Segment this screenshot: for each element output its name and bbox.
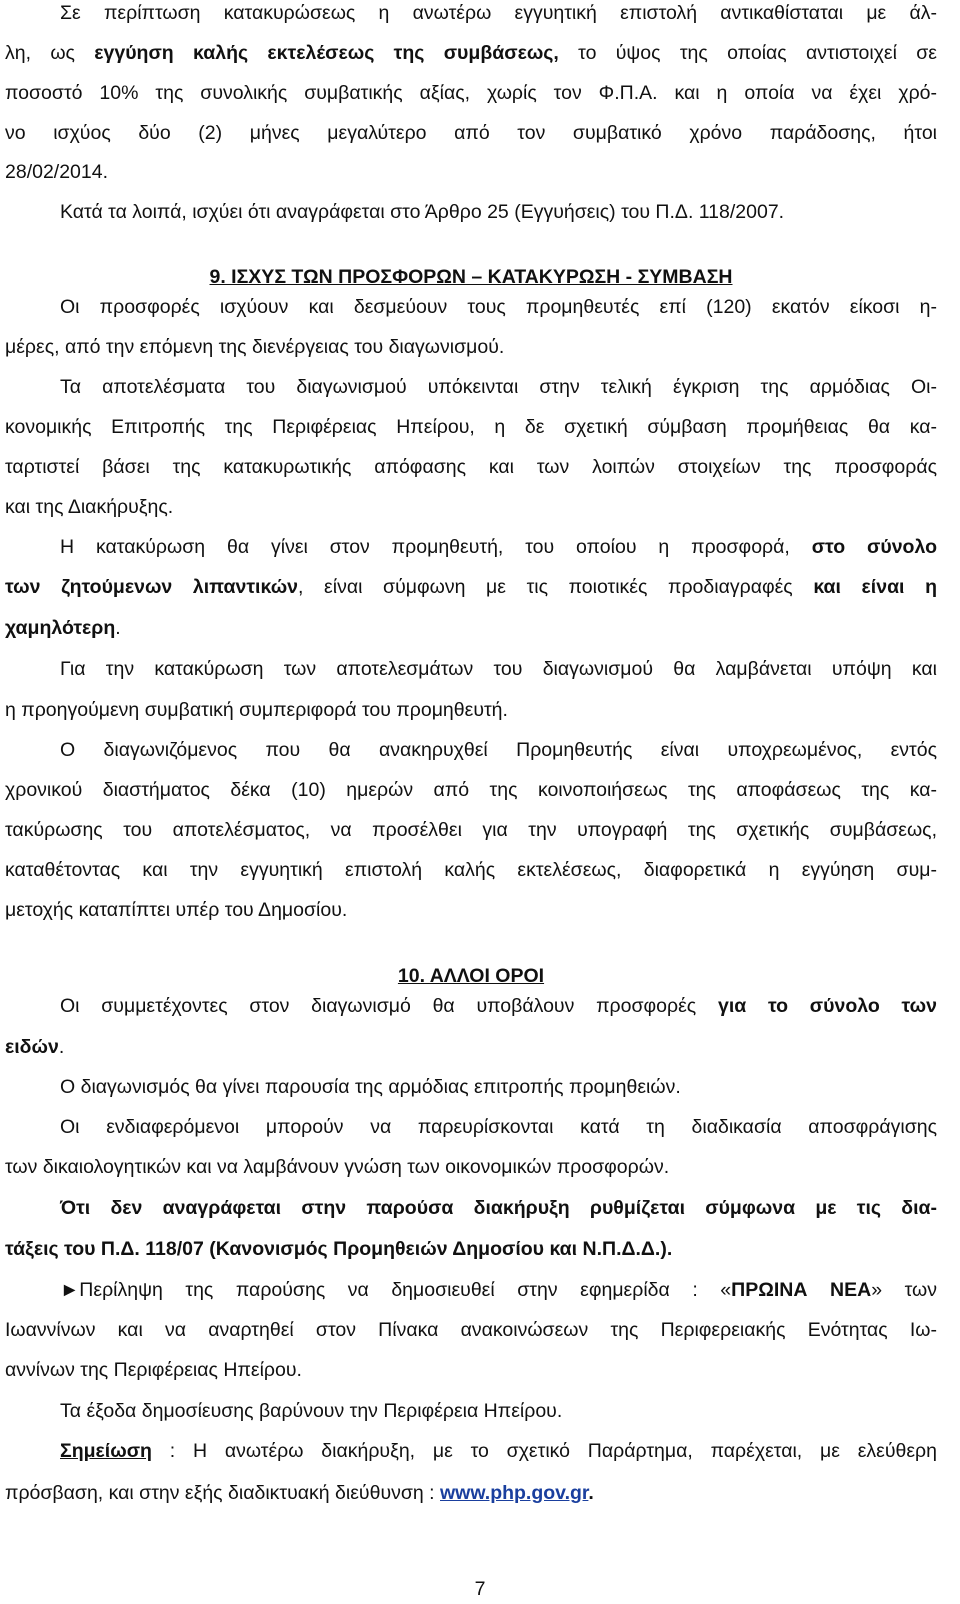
- s9-p2-line-2: [5, 414, 937, 440]
- text: τακύρωσης του αποτελέσματος, να προσέλθει για την υπογραφή της σχετικής συμβάσεως,: [5, 819, 937, 841]
- text: Οι ενδιαφερόμενοι μπορούν να παρευρίσκονται κατά τη διαδικασία αποσφράγισης: [60, 1116, 937, 1138]
- intro-line-3: [5, 80, 937, 106]
- text: μετοχής καταπίπτει υπέρ του Δημοσίου.: [5, 899, 348, 921]
- text: Ο διαγωνιζόμενος που θα ανακηρυχθεί Προμηθευτής είναι υποχρεωμένος, εντός: [60, 739, 937, 761]
- s9-p2-line-3: [5, 454, 937, 480]
- emphasis-text: και είναι η: [813, 576, 937, 598]
- text: .: [58, 1036, 65, 1058]
- s9-p5-line-2: [5, 777, 937, 803]
- s9-p5-line-5: [5, 897, 937, 923]
- page-number: 7: [474, 1578, 486, 1600]
- emphasis-text: εγγύηση καλής εκτελέσεως της συμβάσεως,: [94, 42, 559, 64]
- s10-p1-line-2: [5, 1034, 937, 1060]
- text: Για την κατακύρωση των αποτελεσμάτων του διαγωνισμού θα λαμβάνεται υπόψη και: [60, 658, 937, 680]
- emphasis-text: τάξεις του Π.Δ. 118/07 (Κανονισμός Προμηθειών Δημοσίου και Ν.Π.Δ.Δ.).: [5, 1238, 673, 1260]
- text: Σε περίπτωση κατακυρώσεως η ανωτέρω εγγυητική επιστολή αντικαθίσταται με άλ-: [60, 2, 937, 24]
- text: , είναι σύμφωνη με τις ποιοτικές προδιαγραφές: [298, 576, 814, 598]
- intro-line-1: [5, 0, 937, 26]
- text: ταρτιστεί βάσει της κατακυρωτικής απόφασης και των λοιπών στοιχείων της προσφοράς: [5, 456, 937, 478]
- text: Τα αποτελέσματα του διαγωνισμού υπόκεινται στην τελική έγκριση της αρμόδιας Οι-: [60, 376, 937, 398]
- s10-p5-line-2: [5, 1317, 937, 1343]
- text: πρόσβαση, και στην εξής διαδικτυακή διεύθυνση :: [5, 1482, 440, 1504]
- s9-p3-line-3: [5, 615, 937, 641]
- emphasis-text: στο σύνολο: [811, 536, 937, 558]
- text: Τα έξοδα δημοσίευσης βαρύνουν την Περιφέρεια Ηπείρου.: [60, 1400, 563, 1422]
- s10-p3-line-1: [5, 1114, 937, 1140]
- s9-p1-line-2: [5, 334, 937, 360]
- newspaper-name: ΠΡΩΙΝΑ ΝΕΑ: [731, 1279, 872, 1301]
- intro-line-6: [5, 199, 937, 225]
- text: καταθέτοντας και την εγγυητική επιστολή καλής εκτελέσεως, διαφορετικά η εγγύηση συμ-: [5, 859, 937, 881]
- text: .: [588, 1482, 594, 1504]
- s10-p2: [5, 1074, 937, 1100]
- intro-line-5: [5, 159, 937, 185]
- text: 28/02/2014.: [5, 161, 109, 183]
- text: μέρες, από την επόμενη της διενέργειας του διαγωνισμού.: [5, 336, 505, 358]
- intro-line-4: [5, 120, 937, 146]
- text: Ιωαννίνων και να αναρτηθεί στον Πίνακα ανακοινώσεων της Περιφερειακής Ενότητας Ιω-: [5, 1319, 937, 1341]
- emphasis-text: για το σύνολο των: [717, 995, 938, 1017]
- s10-p7-line-2: [5, 1480, 937, 1506]
- text: αννίνων της Περιφέρειας Ηπείρου.: [5, 1359, 302, 1381]
- s9-p4-line-2: [5, 697, 937, 723]
- text: .: [115, 617, 121, 639]
- text: το ύψος της οποίας αντιστοιχεί σε: [558, 42, 937, 64]
- emphasis-text: των ζητούμενων λιπαντικών: [5, 576, 299, 598]
- s9-p2-line-1: [5, 374, 937, 400]
- text: ποσοστό 10% της συνολικής συμβατικής αξίας, χωρίς τον Φ.Π.Α. και η οποία να έχει χρό-: [5, 82, 937, 104]
- text: Οι συμμετέχοντες στον διαγωνισμό θα υποβάλουν προσφορές: [60, 995, 718, 1017]
- text: Κατά τα λοιπά, ισχύει ότι αναγράφεται στο Άρθρο 25 (Εγγυήσεις) του Π.Δ. 118/2007.: [60, 201, 785, 223]
- text: των δικαιολογητικών και να λαμβάνουν γνώση των οικονομικών προσφορών.: [5, 1156, 670, 1178]
- s9-p5-line-4: [5, 857, 937, 883]
- s10-p4-line-1: [5, 1195, 937, 1221]
- text: Η κατακύρωση θα γίνει στον προμηθευτή, του οποίου η προσφορά,: [60, 536, 812, 558]
- text: » των: [871, 1279, 937, 1301]
- note-label: Σημείωση: [60, 1440, 152, 1462]
- s10-p6: [5, 1398, 937, 1424]
- heading-text: 10. ΑΛΛΟΙ ΟΡΟΙ: [397, 965, 545, 987]
- emphasis-text: ειδών: [5, 1036, 59, 1058]
- s9-p3-line-1: [5, 534, 937, 560]
- text: Ο διαγωνισμός θα γίνει παρουσία της αρμόδιας επιτροπής προμηθειών.: [60, 1076, 681, 1098]
- s10-p4-line-2: [5, 1236, 937, 1262]
- emphasis-text: χαμηλότερη: [5, 617, 116, 639]
- s9-p1-line-1: [5, 294, 937, 320]
- heading-text: 9. ΙΣΧΥΣ ΤΩΝ ΠΡΟΣΦΟΡΩΝ – ΚΑΤΑΚΥΡΩΣΗ - ΣΥΜΒΑΣΗ: [209, 266, 733, 288]
- s9-p2-line-4: [5, 494, 937, 520]
- website-link[interactable]: www.php.gov.gr: [440, 1482, 589, 1504]
- text: : Η ανωτέρω διακήρυξη, με το σχετικό Παράρτημα, παρέχεται, με ελεύθερη: [151, 1440, 937, 1462]
- s10-p5-line-1: [5, 1277, 937, 1303]
- s10-p3-line-2: [5, 1154, 937, 1180]
- s9-p5-line-3: [5, 817, 937, 843]
- text: και της Διακήρυξης.: [5, 496, 174, 518]
- s10-p5-line-3: [5, 1357, 937, 1383]
- text: η προηγούμενη συμβατική συμπεριφορά του προμηθευτή.: [5, 699, 508, 721]
- text: χρονικού διαστήματος δέκα (10) ημερών από της κοινοποιήσεως της αποφάσεως της κα-: [5, 779, 937, 801]
- s9-p5-line-1: [5, 737, 937, 763]
- text: κονομικής Επιτροπής της Περιφέρειας Ηπείρου, η δε σχετική σύμβαση προμήθειας θα κα-: [5, 416, 937, 438]
- s9-p3-line-2: [5, 574, 937, 600]
- s9-p4-line-1: [5, 656, 937, 682]
- text: ►Περίληψη της παρούσης να δημοσιευθεί στην εφημερίδα : «: [60, 1279, 732, 1301]
- s10-p1-line-1: [5, 993, 937, 1019]
- s10-p7-line-1: [5, 1438, 937, 1464]
- section-9-heading: [5, 264, 937, 290]
- section-10-heading: [5, 963, 937, 989]
- text: λη, ως: [5, 42, 95, 64]
- intro-line-2: [5, 40, 937, 66]
- emphasis-text: Ότι δεν αναγράφεται στην παρούσα διακήρυξη ρυθμίζεται σύμφωνα με τις δια-: [60, 1197, 937, 1219]
- text: Οι προσφορές ισχύουν και δεσμεύουν τους προμηθευτές επί (120) εκατόν είκοσι η-: [60, 296, 937, 318]
- text: νο ισχύος δύο (2) μήνες μεγαλύτερο από τον συμβατικό χρόνο παράδοσης, ήτοι: [5, 122, 937, 144]
